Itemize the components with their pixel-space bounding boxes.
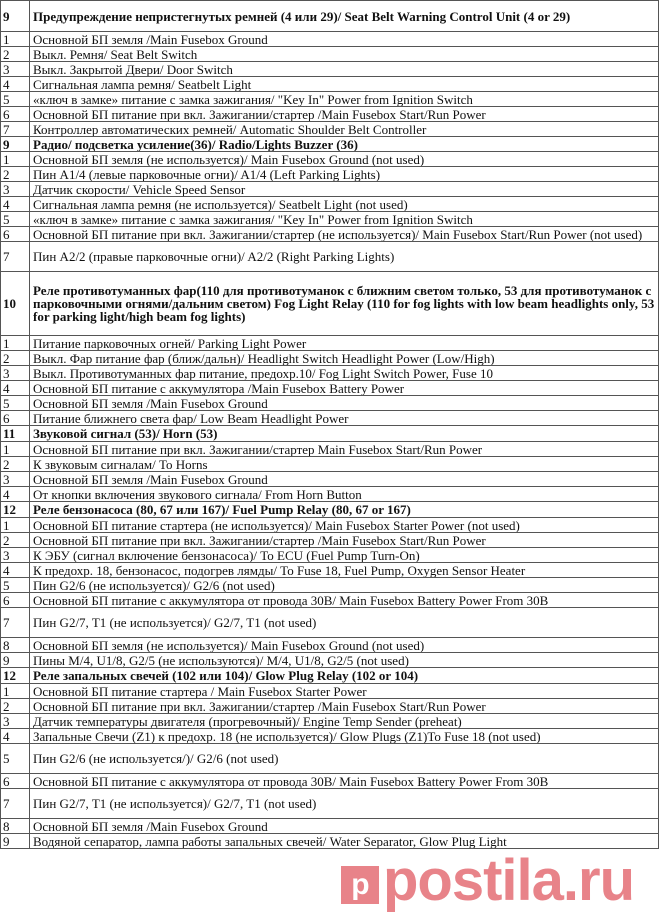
pin-number: 6 xyxy=(1,107,30,122)
pin-number: 4 xyxy=(1,563,30,578)
pin-description: Пин G2/6 (не используется/)/ G2/6 (not used) xyxy=(30,744,659,774)
table-row xyxy=(1,608,659,638)
section-header-row xyxy=(1,426,659,442)
pin-number: 3 xyxy=(1,714,30,729)
table-row xyxy=(1,381,659,396)
pin-description: Пин A1/4 (левые парковочные огни)/ A1/4 (Left Parking Lights) xyxy=(30,167,659,182)
pin-description: Основной БП земля /Main Fusebox Ground xyxy=(30,32,659,47)
table-row xyxy=(1,227,659,242)
pin-description: Основной БП питание при вкл. Зажигании/стартер Main Fusebox Start/Run Power xyxy=(30,442,659,457)
section-number: 11 xyxy=(1,426,30,442)
section-header-row xyxy=(1,502,659,518)
pin-number: 7 xyxy=(1,789,30,819)
table-row xyxy=(1,819,659,834)
table-row xyxy=(1,167,659,182)
table-row xyxy=(1,32,659,47)
pin-number: 3 xyxy=(1,548,30,563)
table-row xyxy=(1,729,659,744)
pin-description: Основной БП питание при вкл. Зажигании/стартер /Main Fusebox Start/Run Power xyxy=(30,107,659,122)
pin-number: 2 xyxy=(1,533,30,548)
table-row xyxy=(1,366,659,381)
pin-number: 3 xyxy=(1,182,30,197)
pin-description: Датчик температуры двигателя (прогревочный)/ Engine Temp Sender (preheat) xyxy=(30,714,659,729)
pin-number: 2 xyxy=(1,457,30,472)
section-title: Звуковой сигнал (53)/ Horn (53) xyxy=(30,426,659,442)
section-header-row xyxy=(1,1,659,32)
section-number: 10 xyxy=(1,272,30,336)
pin-description: Основной БП питание стартера / Main Fusebox Starter Power xyxy=(30,684,659,699)
table-row xyxy=(1,457,659,472)
pin-description: Основной БП питание стартера (не используется)/ Main Fusebox Starter Power (not used) xyxy=(30,518,659,533)
pin-number: 1 xyxy=(1,336,30,351)
table-row xyxy=(1,152,659,167)
pin-description: Датчик скорости/ Vehicle Speed Sensor xyxy=(30,182,659,197)
table-row xyxy=(1,242,659,272)
table-row xyxy=(1,789,659,819)
pin-number: 4 xyxy=(1,197,30,212)
pin-number: 7 xyxy=(1,242,30,272)
pin-description: Пин G2/7, T1 (не используется)/ G2/7, T1 (not used) xyxy=(30,608,659,638)
section-title: Предупреждение непристегнутых ремней (4 или 29)/ Seat Belt Warning Control Unit (4 or 29) xyxy=(30,1,659,32)
section-number: 9 xyxy=(1,1,30,32)
pin-number: 6 xyxy=(1,774,30,789)
pin-number: 9 xyxy=(1,834,30,849)
pin-description: Пин G2/6 (не используется)/ G2/6 (not used) xyxy=(30,578,659,593)
pin-number: 2 xyxy=(1,47,30,62)
table-row xyxy=(1,182,659,197)
watermark-mark: p xyxy=(341,866,379,904)
pin-number: 5 xyxy=(1,578,30,593)
pin-number: 6 xyxy=(1,593,30,608)
pin-description: Основной БП питание с аккумулятора от провода 30B/ Main Fusebox Battery Power From 30B xyxy=(30,774,659,789)
pin-description: Запальные Свечи (Z1) к предохр. 18 (не используется)/ Glow Plugs (Z1)To Fuse 18 (not used) xyxy=(30,729,659,744)
table-row xyxy=(1,699,659,714)
pin-description: Питание ближнего света фар/ Low Beam Headlight Power xyxy=(30,411,659,426)
pin-description: «ключ в замке» питание с замка зажигания/ "Key In" Power from Ignition Switch xyxy=(30,212,659,227)
pin-description: Основной БП питание при вкл. Зажигании/стартер /Main Fusebox Start/Run Power xyxy=(30,699,659,714)
pin-description: К звуковым сигналам/ To Horns xyxy=(30,457,659,472)
pin-description: От кнопки включения звукового сигнала/ From Horn Button xyxy=(30,487,659,502)
pin-number: 6 xyxy=(1,411,30,426)
pin-description: Выкл. Противотуманных фар питание, предохр.10/ Fog Light Switch Power, Fuse 10 xyxy=(30,366,659,381)
section-number: 12 xyxy=(1,668,30,684)
table-row xyxy=(1,744,659,774)
pin-number: 5 xyxy=(1,92,30,107)
pin-description: Пин G2/7, T1 (не используется)/ G2/7, T1 (not used) xyxy=(30,789,659,819)
pinout-table-body xyxy=(1,1,659,849)
section-header-row xyxy=(1,137,659,152)
pin-number: 2 xyxy=(1,699,30,714)
pin-description: Выкл. Фар питание фар (ближ/дальн)/ Headlight Switch Headlight Power (Low/High) xyxy=(30,351,659,366)
table-row xyxy=(1,47,659,62)
pin-number: 1 xyxy=(1,152,30,167)
pin-number: 3 xyxy=(1,62,30,77)
pin-number: 5 xyxy=(1,744,30,774)
watermark-text: postila.ru xyxy=(382,848,634,913)
pin-description: Основной БП земля /Main Fusebox Ground xyxy=(30,819,659,834)
table-row xyxy=(1,638,659,653)
pin-number: 6 xyxy=(1,227,30,242)
pin-number: 4 xyxy=(1,77,30,92)
watermark-logo xyxy=(341,847,634,914)
table-row xyxy=(1,714,659,729)
pin-description: Выкл. Закрытой Двери/ Door Switch xyxy=(30,62,659,77)
pin-number: 3 xyxy=(1,366,30,381)
pin-description: Водяной сепаратор, лампа работы запальных свечей/ Water Separator, Glow Plug Light xyxy=(30,834,659,849)
pin-number: 8 xyxy=(1,819,30,834)
section-header-row xyxy=(1,272,659,336)
table-row xyxy=(1,774,659,789)
pin-description: Питание парковочных огней/ Parking Light Power xyxy=(30,336,659,351)
table-row xyxy=(1,548,659,563)
table-row xyxy=(1,834,659,849)
table-row xyxy=(1,518,659,533)
pin-description: Пины M/4, U1/8, G2/5 (не используются)/ M/4, U1/8, G2/5 (not used) xyxy=(30,653,659,668)
pin-description: К ЭБУ (сигнал включение бензонасоса)/ To ECU (Fuel Pump Turn-On) xyxy=(30,548,659,563)
table-row xyxy=(1,533,659,548)
pin-number: 5 xyxy=(1,396,30,411)
pin-number: 5 xyxy=(1,212,30,227)
pin-number: 1 xyxy=(1,442,30,457)
section-title: Радио/ подсветка усиление(36)/ Radio/Lights Buzzer (36) xyxy=(30,137,659,152)
pin-description: Основной БП земля /Main Fusebox Ground xyxy=(30,396,659,411)
pin-number: 2 xyxy=(1,351,30,366)
pin-description: Пин A2/2 (правые парковочные огни)/ A2/2 (Right Parking Lights) xyxy=(30,242,659,272)
pin-description: «ключ в замке» питание с замка зажигания/ "Key In" Power from Ignition Switch xyxy=(30,92,659,107)
table-row xyxy=(1,62,659,77)
table-row xyxy=(1,653,659,668)
pin-number: 1 xyxy=(1,32,30,47)
pin-description: Контроллер автоматических ремней/ Automatic Shoulder Belt Controller xyxy=(30,122,659,137)
pin-number: 7 xyxy=(1,122,30,137)
pin-number: 2 xyxy=(1,167,30,182)
table-row xyxy=(1,593,659,608)
pin-description: Основной БП земля (не используется)/ Main Fusebox Ground (not used) xyxy=(30,638,659,653)
table-row xyxy=(1,351,659,366)
pin-number: 4 xyxy=(1,487,30,502)
pin-number: 1 xyxy=(1,518,30,533)
table-row xyxy=(1,442,659,457)
pin-number: 7 xyxy=(1,608,30,638)
table-row xyxy=(1,122,659,137)
pin-description: Основной БП питание с аккумулятора от провода 30B/ Main Fusebox Battery Power From 30B xyxy=(30,593,659,608)
section-title: Реле бензонасоса (80, 67 или 167)/ Fuel Pump Relay (80, 67 or 167) xyxy=(30,502,659,518)
table-row xyxy=(1,472,659,487)
pin-description: Сигнальная лампа ремня/ Seatbelt Light xyxy=(30,77,659,92)
pin-description: Основной БП земля /Main Fusebox Ground xyxy=(30,472,659,487)
pin-description: Сигнальная лампа ремня (не используется)/ Seatbelt Light (not used) xyxy=(30,197,659,212)
table-row xyxy=(1,396,659,411)
pin-description: Основной БП земля (не используется)/ Main Fusebox Ground (not used) xyxy=(30,152,659,167)
pin-number: 4 xyxy=(1,729,30,744)
pin-number: 9 xyxy=(1,653,30,668)
section-number: 9 xyxy=(1,137,30,152)
section-header-row xyxy=(1,668,659,684)
section-title: Реле противотуманных фар(110 для противотуманок с ближним светом только, 53 для противотуманок с парковочными огнями/дальним светом) Fog Light Relay (110 for fog lights with low beam headlights only, 53 for parking light/high beam fog lights) xyxy=(30,272,659,336)
table-row xyxy=(1,212,659,227)
pin-number: 3 xyxy=(1,472,30,487)
table-row xyxy=(1,487,659,502)
table-row xyxy=(1,411,659,426)
pin-description: Основной БП питание при вкл. Зажигании/стартер (не используется)/ Main Fusebox Start/Run Power (not used) xyxy=(30,227,659,242)
pin-description: Основной БП питание с аккумулятора /Main Fusebox Battery Power xyxy=(30,381,659,396)
table-row xyxy=(1,77,659,92)
section-title: Реле запальных свечей (102 или 104)/ Glow Plug Relay (102 or 104) xyxy=(30,668,659,684)
table-row xyxy=(1,92,659,107)
table-row xyxy=(1,197,659,212)
pin-description: К предохр. 18, бензонасос, подогрев лямды/ To Fuse 18, Fuel Pump, Oxygen Sensor Heater xyxy=(30,563,659,578)
table-row xyxy=(1,336,659,351)
pin-number: 8 xyxy=(1,638,30,653)
pin-number: 4 xyxy=(1,381,30,396)
pin-description: Выкл. Ремня/ Seat Belt Switch xyxy=(30,47,659,62)
table-row xyxy=(1,578,659,593)
table-row xyxy=(1,684,659,699)
section-number: 12 xyxy=(1,502,30,518)
pin-number: 1 xyxy=(1,684,30,699)
table-row xyxy=(1,107,659,122)
table-row xyxy=(1,563,659,578)
pin-description: Основной БП питание при вкл. Зажигании/стартер /Main Fusebox Start/Run Power xyxy=(30,533,659,548)
